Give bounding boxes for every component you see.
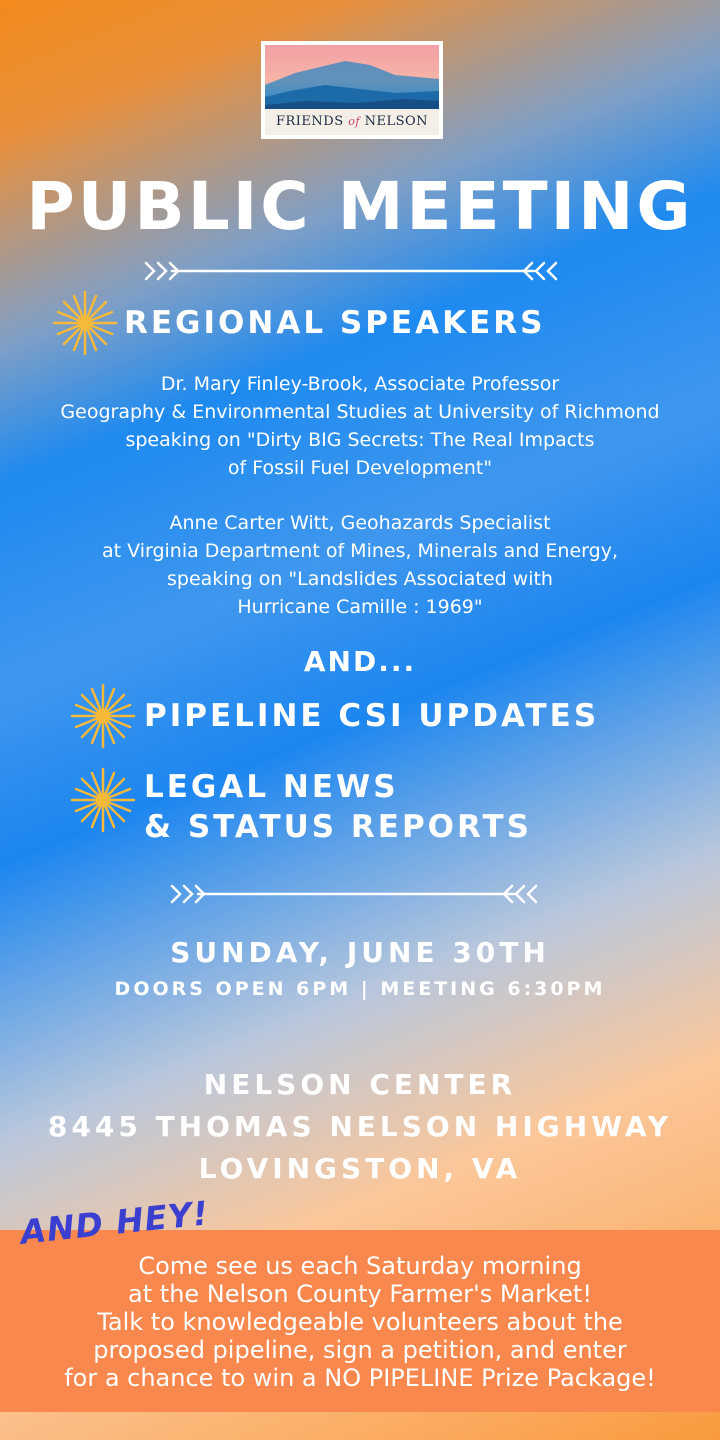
regional-speakers-heading-row xyxy=(52,290,545,356)
event-times: DOORS OPEN 6PM | MEETING 6:30PM xyxy=(114,978,606,1000)
speaker-2-line-1: Anne Carter Witt, Geohazards Specialist xyxy=(169,512,551,534)
event-date: SUNDAY, JUNE 30TH xyxy=(170,936,550,969)
market-line-4: proposed pipeline, sign a petition, and enter xyxy=(93,1336,627,1364)
starburst-icon xyxy=(70,683,136,749)
speaker-1-line-4: of Fossil Fuel Development" xyxy=(227,457,493,479)
venue-address: 8445 THOMAS NELSON HIGHWAY xyxy=(47,1110,673,1143)
and-text: AND... xyxy=(303,645,417,678)
pipeline-heading: PIPELINE CSI UPDATES xyxy=(144,698,600,734)
and-hey-text: AND HEY! xyxy=(18,1193,211,1252)
speaker-1-line-3: speaking on "Dirty BIG Secrets: The Real Impacts xyxy=(125,429,595,451)
legal-heading-line-2: & STATUS REPORTS xyxy=(144,809,532,845)
page-title: PUBLIC MEETING xyxy=(26,168,694,245)
legal-heading-line-1: LEGAL NEWS xyxy=(144,769,399,805)
market-line-3: Talk to knowledgeable volunteers about the xyxy=(97,1308,623,1336)
market-text xyxy=(0,1252,720,1392)
logo-word-of: of xyxy=(348,115,360,128)
speaker-2-line-2: at Virginia Department of Mines, Minerals and Energy, xyxy=(102,540,618,562)
speaker-2-line-4: Hurricane Camille : 1969" xyxy=(237,596,483,618)
pipeline-heading-row xyxy=(70,683,599,749)
speaker-2-line-3: speaking on "Landslides Associated with xyxy=(167,568,553,590)
market-line-2: at the Nelson County Farmer's Market! xyxy=(128,1280,592,1308)
arrow-divider-bottom xyxy=(170,881,540,907)
speaker-1-line-1: Dr. Mary Finley-Brook, Associate Professor xyxy=(160,373,560,395)
friends-of-nelson-logo xyxy=(261,41,443,139)
starburst-icon xyxy=(52,290,118,356)
venue-name: NELSON CENTER xyxy=(203,1068,517,1101)
speaker-1-line-2: Geography & Environmental Studies at University of Richmond xyxy=(60,401,660,423)
market-line-5: for a chance to win a NO PIPELINE Prize Package! xyxy=(64,1364,656,1392)
venue-city: LOVINGSTON, VA xyxy=(198,1152,522,1185)
logo-text xyxy=(265,114,439,129)
speaker-2-block xyxy=(0,509,720,621)
venue-block xyxy=(0,1064,720,1190)
market-line-1: Come see us each Saturday morning xyxy=(138,1252,582,1280)
logo-word-friends: FRIENDS xyxy=(275,114,344,129)
legal-heading-row xyxy=(70,767,532,847)
starburst-icon xyxy=(70,767,136,833)
speaker-1-block xyxy=(0,370,720,482)
legal-heading xyxy=(144,767,532,847)
logo-mountains xyxy=(265,45,439,135)
arrow-divider-top xyxy=(144,258,560,284)
logo-word-nelson: NELSON xyxy=(364,114,429,129)
regional-speakers-heading: REGIONAL SPEAKERS xyxy=(124,305,546,341)
